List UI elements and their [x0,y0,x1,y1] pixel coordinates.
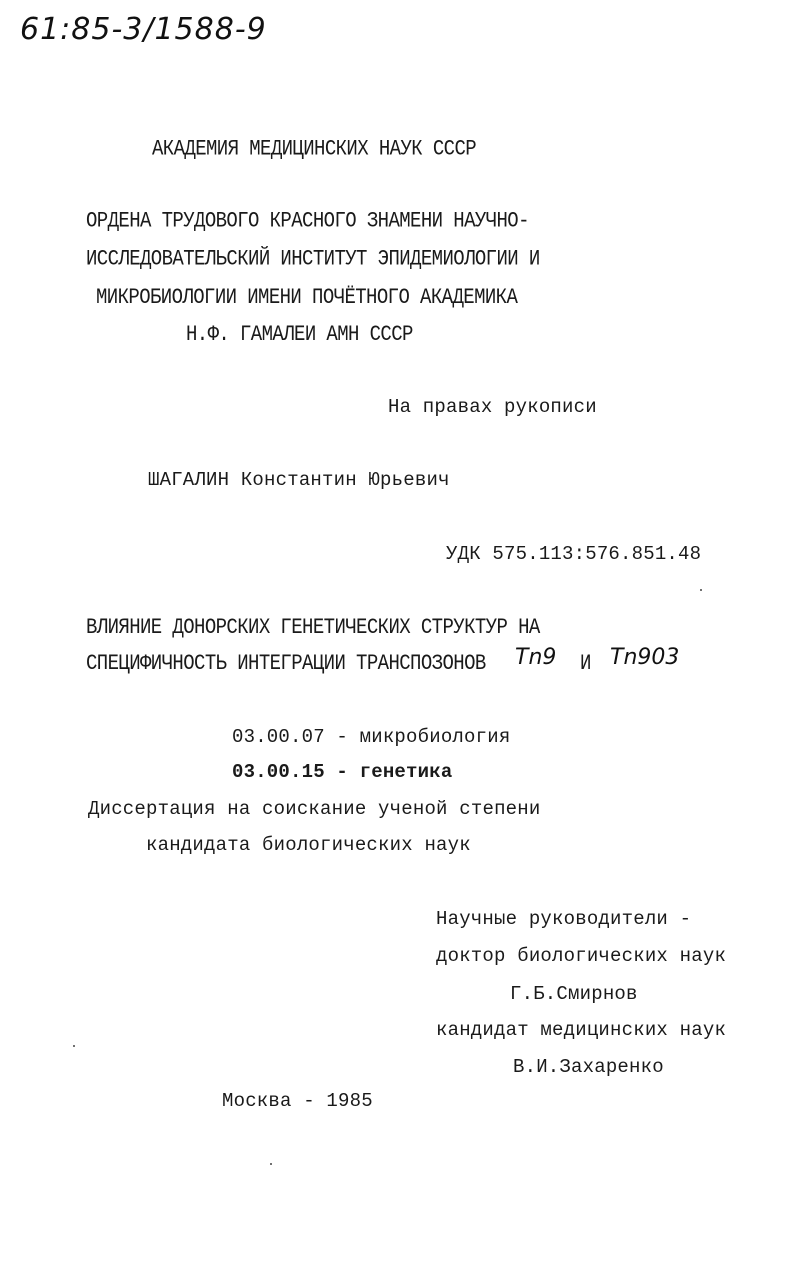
supervisor-2-degree: кандидат медицинских наук [436,1019,727,1041]
academy-name: АКАДЕМИЯ МЕДИЦИНСКИХ НАУК СССР [152,136,477,162]
supervisor-2-name: В.И.Захаренко [513,1056,664,1078]
handwritten-archive-number: 61:85-3/1588-9 [20,12,267,47]
institute-line-3: МИКРОБИОЛОГИИ ИМЕНИ ПОЧЁТНОГО АКАДЕМИКА [96,284,518,310]
author-name: ШАГАЛИН Константин Юрьевич [148,469,450,491]
specialty-genetics: 03.00.15 - генетика [232,761,453,783]
title-line-1: ВЛИЯНИЕ ДОНОРСКИХ ГЕНЕТИЧЕСКИХ СТРУКТУР НА [86,614,540,640]
specialty-microbiology: 03.00.07 - микробиология [232,726,511,748]
supervisor-1-degree: доктор биологических наук [436,945,727,967]
supervisors-heading: Научные руководители - [436,908,692,930]
scan-speck [270,1163,272,1165]
udc-code: УДК 575.113:576.851.48 [446,543,702,565]
institute-line-4: Н.Ф. ГАМАЛЕИ АМН СССР [186,321,413,347]
transposon-2-handwritten: Tn903 [610,645,680,670]
institute-line-2: ИССЛЕДОВАТЕЛЬСКИЙ ИНСТИТУТ ЭПИДЕМИОЛОГИИ И [86,246,540,272]
institute-line-1: ОРДЕНА ТРУДОВОГО КРАСНОГО ЗНАМЕНИ НАУЧНО- [86,208,529,234]
transposon-1-handwritten: Tn9 [515,645,557,670]
title-conjunction: И [580,650,591,676]
manuscript-rights: На правах рукописи [388,396,597,418]
dissertation-line-2: кандидата биологических наук [146,834,471,856]
dissertation-line-1: Диссертация на соискание ученой степени [88,798,541,820]
city-year: Москва - 1985 [222,1090,373,1112]
supervisor-1-name: Г.Б.Смирнов [510,983,638,1005]
scan-speck [700,589,702,591]
title-line-2: СПЕЦИФИЧНОСТЬ ИНТЕГРАЦИИ ТРАНСПОЗОНОВ [86,650,486,676]
scan-speck [73,1045,75,1047]
